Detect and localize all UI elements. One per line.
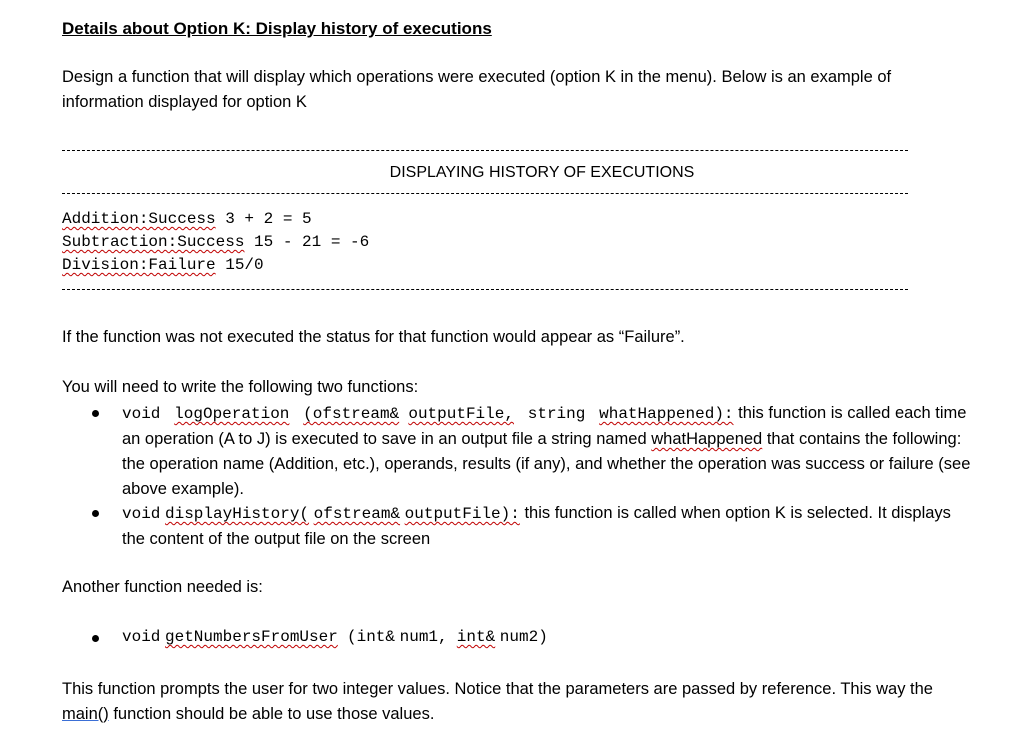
bullet-text: this function is called when option K is selected. It displays the content of the output file on the screen: [122, 504, 951, 548]
final-paragraph: [62, 677, 972, 727]
code-param-type: (ofstream&: [303, 405, 400, 423]
need-paragraph: You will need to write the following two functions:: [62, 378, 419, 396]
example-line: [62, 210, 312, 228]
code-function-name: logOperation: [174, 405, 290, 423]
code-param: outputFile,: [408, 405, 514, 423]
code-keyword: void: [122, 405, 161, 423]
final-text: function should be able to use those values.: [108, 705, 435, 723]
main-function-ref: main(): [62, 705, 109, 723]
code-keyword: void: [122, 628, 161, 646]
dashed-divider: [62, 289, 908, 290]
final-text: This function prompts the user for two integer values. Notice that the parameters are passed by reference. This way the: [62, 680, 933, 698]
example-line: [62, 233, 369, 251]
bullet-item-display-history: [122, 501, 972, 552]
intro-paragraph: Design a function that will display which operations were executed (option K in the menu). Below is an example of information displayed for option K: [62, 68, 892, 111]
example-line-rest: 3 + 2 = 5: [215, 210, 312, 228]
code-param-type: string: [527, 405, 586, 423]
example-line-rest: 15 - 21 = -6: [244, 233, 370, 251]
code-param-type: (int&: [347, 628, 396, 646]
example-line-op: Division:Failure: [62, 256, 216, 274]
bullet-text-word: whatHappened: [651, 430, 763, 448]
section-title: Details about Option K: Display history of executions: [62, 19, 492, 38]
example-line: [62, 256, 264, 274]
example-line-op: Addition:Success: [62, 210, 216, 228]
bullet-text: this function is called each time an operation (A to J) is executed to save in an output file a string named: [122, 404, 967, 448]
bullet-dot: [92, 510, 99, 517]
code-function-name: displayHistory(: [165, 505, 310, 523]
code-param: num1,: [399, 628, 448, 646]
another-paragraph: Another function needed is:: [62, 578, 263, 596]
dashed-divider: [62, 193, 908, 194]
bullet-text: that contains the following: the operation name (Addition, etc.), operands, results (if any), and whether the operation was success or failure (see above example).: [122, 430, 971, 498]
code-param: whatHappened):: [599, 405, 734, 423]
bullet-item-get-numbers: [122, 627, 548, 646]
code-function-name: getNumbersFromUser: [165, 628, 338, 646]
dashed-divider: [62, 150, 908, 151]
code-param: num2): [499, 628, 548, 646]
example-heading: DISPLAYING HISTORY OF EXECUTIONS: [389, 164, 695, 181]
failure-paragraph: If the function was not executed the status for that function would appear as “Failure”.: [62, 328, 685, 346]
example-line-op: Subtraction:Success: [62, 233, 245, 251]
bullet-dot: [92, 635, 99, 642]
code-param-type: int&: [456, 628, 496, 646]
bullet-dot: [92, 410, 99, 417]
code-param-type: ofstream&: [313, 505, 401, 523]
code-keyword: void: [122, 505, 161, 523]
bullet-item-log-operation: [122, 401, 972, 502]
code-param: outputFile):: [404, 505, 520, 523]
example-line-rest: 15/0: [215, 256, 264, 274]
